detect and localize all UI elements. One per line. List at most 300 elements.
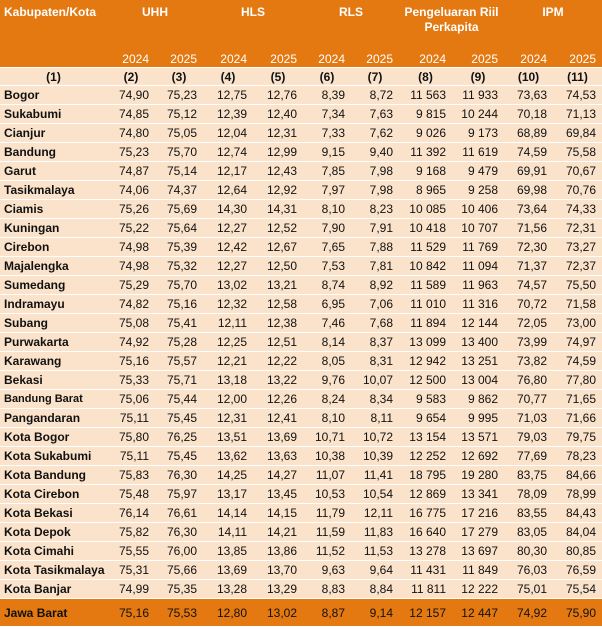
cell-value: 73,27 (553, 238, 602, 257)
cell-value: 12,17 (203, 162, 253, 181)
cell-value: 11 563 (399, 86, 452, 105)
cell-value: 7,33 (303, 124, 351, 143)
cell-value: 76,14 (107, 504, 155, 523)
cell-value: 76,03 (504, 561, 553, 580)
cell-value: 7,85 (303, 162, 351, 181)
region-name: Bogor (0, 86, 107, 105)
cell-value: 12 942 (399, 352, 452, 371)
cell-value: 13 099 (399, 333, 452, 352)
region-name: Majalengka (0, 257, 107, 276)
cell-value: 12 500 (399, 371, 452, 390)
table-body (0, 86, 602, 599)
cell-value: 75,05 (155, 124, 203, 143)
cell-value: 13,70 (253, 561, 303, 580)
cell-value: 7,65 (303, 238, 351, 257)
cell-value: 12,80 (203, 599, 253, 627)
cell-value: 12 447 (452, 599, 504, 627)
region-name: Bekasi (0, 371, 107, 390)
cell-value: 9 168 (399, 162, 452, 181)
cell-value: 12,42 (203, 238, 253, 257)
region-name: Cirebon (0, 238, 107, 257)
header-year: 2025 (452, 50, 504, 68)
cell-value: 8,34 (351, 390, 399, 409)
cell-value: 75,12 (155, 105, 203, 124)
header-year: 2025 (155, 50, 203, 68)
cell-value: 13,21 (253, 276, 303, 295)
region-name: Bandung Barat (0, 390, 107, 409)
table-row (0, 200, 602, 219)
cell-value: 9 995 (452, 409, 504, 428)
cell-value: 9,15 (303, 143, 351, 162)
cell-value: 84,43 (553, 504, 602, 523)
cell-value: 75,57 (155, 352, 203, 371)
header-year: 2024 (303, 50, 351, 68)
cell-value: 7,81 (351, 257, 399, 276)
cell-value: 75,50 (553, 276, 602, 295)
cell-value: 68,89 (504, 124, 553, 143)
cell-value: 13,51 (203, 428, 253, 447)
region-name: Bandung (0, 143, 107, 162)
cell-value: 13,45 (253, 485, 303, 504)
cell-value: 75,26 (107, 200, 155, 219)
region-name: Sumedang (0, 276, 107, 295)
cell-value: 75,16 (155, 295, 203, 314)
cell-value: 75,45 (155, 409, 203, 428)
cell-value: 9 862 (452, 390, 504, 409)
table-row (0, 276, 602, 295)
cell-value: 74,98 (107, 238, 155, 257)
table-row (0, 447, 602, 466)
cell-value: 13,86 (253, 542, 303, 561)
cell-value: 71,58 (553, 295, 602, 314)
cell-value: 74,99 (107, 580, 155, 599)
total-row (0, 599, 602, 627)
cell-value: 9 026 (399, 124, 452, 143)
header-year: 2025 (253, 50, 303, 68)
column-number: (1) (0, 68, 107, 86)
cell-value: 11 529 (399, 238, 452, 257)
cell-value: 75,32 (155, 257, 203, 276)
cell-value: 70,76 (553, 181, 602, 200)
cell-value: 75,08 (107, 314, 155, 333)
header-year: 2024 (203, 50, 253, 68)
cell-value: 74,87 (107, 162, 155, 181)
cell-value: 75,71 (155, 371, 203, 390)
cell-value: 75,16 (107, 352, 155, 371)
cell-value: 10,07 (351, 371, 399, 390)
region-name: Karawang (0, 352, 107, 371)
header-uhh: UHH (107, 0, 203, 50)
table-row (0, 390, 602, 409)
region-name: Purwakarta (0, 333, 107, 352)
cell-value: 12 252 (399, 447, 452, 466)
region-name: Ciamis (0, 200, 107, 219)
cell-value: 83,75 (504, 466, 553, 485)
cell-value: 8,83 (303, 580, 351, 599)
header-year: 2024 (107, 50, 155, 68)
cell-value: 74,37 (155, 181, 203, 200)
cell-value: 71,65 (553, 390, 602, 409)
cell-value: 69,91 (504, 162, 553, 181)
cell-value: 12,38 (253, 314, 303, 333)
cell-value: 9 479 (452, 162, 504, 181)
cell-value: 74,90 (107, 86, 155, 105)
cell-value: 7,62 (351, 124, 399, 143)
cell-value: 12,99 (253, 143, 303, 162)
region-name: Kota Bogor (0, 428, 107, 447)
cell-value: 12,50 (253, 257, 303, 276)
cell-value: 14,14 (203, 504, 253, 523)
cell-value: 74,92 (504, 599, 553, 627)
cell-value: 70,67 (553, 162, 602, 181)
cell-value: 8,31 (351, 352, 399, 371)
cell-value: 13,28 (203, 580, 253, 599)
cell-value: 9 173 (452, 124, 504, 143)
header-year-row (0, 50, 602, 68)
header-year: 2024 (399, 50, 452, 68)
cell-value: 75,22 (107, 219, 155, 238)
cell-value: 72,30 (504, 238, 553, 257)
table-row (0, 504, 602, 523)
header-year: 2025 (553, 50, 602, 68)
table-row (0, 105, 602, 124)
cell-value: 10 085 (399, 200, 452, 219)
cell-value: 10,38 (303, 447, 351, 466)
table-row (0, 352, 602, 371)
table-row (0, 409, 602, 428)
cell-value: 12,22 (253, 352, 303, 371)
cell-value: 77,80 (553, 371, 602, 390)
cell-value: 12,04 (203, 124, 253, 143)
cell-value: 75,82 (107, 523, 155, 542)
cell-value: 75,70 (155, 276, 203, 295)
table-row (0, 561, 602, 580)
cell-value: 74,80 (107, 124, 155, 143)
cell-value: 75,41 (155, 314, 203, 333)
cell-value: 9,14 (351, 599, 399, 627)
region-name: Indramayu (0, 295, 107, 314)
cell-value: 7,91 (351, 219, 399, 238)
region-name: Jawa Barat (0, 599, 107, 627)
cell-value: 10,71 (303, 428, 351, 447)
cell-value: 16 775 (399, 504, 452, 523)
cell-value: 73,82 (504, 352, 553, 371)
cell-value: 78,09 (504, 485, 553, 504)
table-row (0, 542, 602, 561)
cell-value: 77,69 (504, 447, 553, 466)
cell-value: 72,31 (553, 219, 602, 238)
cell-value: 7,98 (351, 181, 399, 200)
cell-value: 7,46 (303, 314, 351, 333)
cell-value: 8,72 (351, 86, 399, 105)
cell-value: 8,10 (303, 409, 351, 428)
cell-value: 8,92 (351, 276, 399, 295)
cell-value: 74,59 (553, 352, 602, 371)
cell-value: 76,30 (155, 523, 203, 542)
cell-value: 12,43 (253, 162, 303, 181)
cell-value: 11,79 (303, 504, 351, 523)
cell-value: 10 244 (452, 105, 504, 124)
cell-value: 14,15 (253, 504, 303, 523)
cell-value: 69,84 (553, 124, 602, 143)
cell-value: 75,48 (107, 485, 155, 504)
cell-value: 73,00 (553, 314, 602, 333)
cell-value: 17 279 (452, 523, 504, 542)
cell-value: 75,33 (107, 371, 155, 390)
cell-value: 12,11 (351, 504, 399, 523)
cell-value: 8,11 (351, 409, 399, 428)
table-row (0, 162, 602, 181)
cell-value: 12,11 (203, 314, 253, 333)
cell-value: 11 894 (399, 314, 452, 333)
cell-value: 13,69 (253, 428, 303, 447)
column-number: (2) (107, 68, 155, 86)
cell-value: 14,25 (203, 466, 253, 485)
table-row (0, 523, 602, 542)
cell-value: 75,54 (553, 580, 602, 599)
cell-value: 10 418 (399, 219, 452, 238)
cell-value: 12,40 (253, 105, 303, 124)
cell-value: 73,64 (504, 200, 553, 219)
cell-value: 12 157 (399, 599, 452, 627)
cell-value: 10,39 (351, 447, 399, 466)
cell-value: 75,69 (155, 200, 203, 219)
cell-value: 11 316 (452, 295, 504, 314)
cell-value: 76,25 (155, 428, 203, 447)
cell-value: 16 640 (399, 523, 452, 542)
cell-value: 11 769 (452, 238, 504, 257)
cell-value: 6,95 (303, 295, 351, 314)
cell-value: 13,02 (253, 599, 303, 627)
column-number: (3) (155, 68, 203, 86)
cell-value: 11 431 (399, 561, 452, 580)
cell-value: 12,52 (253, 219, 303, 238)
cell-value: 7,90 (303, 219, 351, 238)
cell-value: 12,67 (253, 238, 303, 257)
region-name: Kuningan (0, 219, 107, 238)
cell-value: 78,99 (553, 485, 602, 504)
cell-value: 11 392 (399, 143, 452, 162)
cell-value: 14,21 (253, 523, 303, 542)
header-hls: HLS (203, 0, 303, 50)
cell-value: 8,05 (303, 352, 351, 371)
cell-value: 75,58 (553, 143, 602, 162)
cell-value: 11,52 (303, 542, 351, 561)
column-number: (5) (253, 68, 303, 86)
column-number: (4) (203, 68, 253, 86)
cell-value: 11 094 (452, 257, 504, 276)
region-name: Kota Tasikmalaya (0, 561, 107, 580)
cell-value: 19 280 (452, 466, 504, 485)
header-year: 2025 (351, 50, 399, 68)
cell-value: 13,62 (203, 447, 253, 466)
cell-value: 9 583 (399, 390, 452, 409)
cell-value: 13 154 (399, 428, 452, 447)
cell-value: 12 692 (452, 447, 504, 466)
cell-value: 80,85 (553, 542, 602, 561)
cell-value: 12,76 (253, 86, 303, 105)
cell-value: 11,83 (351, 523, 399, 542)
cell-value: 12 144 (452, 314, 504, 333)
cell-value: 11 619 (452, 143, 504, 162)
cell-value: 70,77 (504, 390, 553, 409)
cell-value: 10,54 (351, 485, 399, 504)
cell-value: 11 963 (452, 276, 504, 295)
cell-value: 11 811 (399, 580, 452, 599)
cell-value: 75,66 (155, 561, 203, 580)
cell-value: 74,97 (553, 333, 602, 352)
cell-value: 7,98 (351, 162, 399, 181)
region-name: Kota Bekasi (0, 504, 107, 523)
cell-value: 75,55 (107, 542, 155, 561)
table-row (0, 124, 602, 143)
cell-value: 13 278 (399, 542, 452, 561)
cell-value: 8,10 (303, 200, 351, 219)
cell-value: 76,61 (155, 504, 203, 523)
cell-value: 13,18 (203, 371, 253, 390)
cell-value: 84,66 (553, 466, 602, 485)
header-year-blank (0, 50, 107, 68)
region-name: Kota Bandung (0, 466, 107, 485)
region-name: Sukabumi (0, 105, 107, 124)
cell-value: 71,13 (553, 105, 602, 124)
cell-value: 13,22 (253, 371, 303, 390)
column-number: (8) (399, 68, 452, 86)
cell-value: 75,29 (107, 276, 155, 295)
cell-value: 75,97 (155, 485, 203, 504)
cell-value: 75,06 (107, 390, 155, 409)
cell-value: 76,30 (155, 466, 203, 485)
cell-value: 12,27 (203, 219, 253, 238)
cell-value: 75,16 (107, 599, 155, 627)
column-number: (10) (504, 68, 553, 86)
cell-value: 11 849 (452, 561, 504, 580)
table-row (0, 428, 602, 447)
table-row (0, 485, 602, 504)
cell-value: 75,11 (107, 447, 155, 466)
cell-value: 71,66 (553, 409, 602, 428)
region-name: Cianjur (0, 124, 107, 143)
cell-value: 13,69 (203, 561, 253, 580)
cell-value: 7,53 (303, 257, 351, 276)
header-pengeluaran: Pengeluaran Riil Perkapita (399, 0, 504, 50)
cell-value: 12,21 (203, 352, 253, 371)
cell-value: 74,85 (107, 105, 155, 124)
header-rls: RLS (303, 0, 399, 50)
cell-value: 71,03 (504, 409, 553, 428)
cell-value: 9 654 (399, 409, 452, 428)
cell-value: 10 707 (452, 219, 504, 238)
column-number: (9) (452, 68, 504, 86)
cell-value: 83,05 (504, 523, 553, 542)
cell-value: 83,55 (504, 504, 553, 523)
cell-value: 70,18 (504, 105, 553, 124)
cell-value: 13,17 (203, 485, 253, 504)
cell-value: 12,74 (203, 143, 253, 162)
cell-value: 12,39 (203, 105, 253, 124)
cell-value: 12,00 (203, 390, 253, 409)
cell-value: 73,63 (504, 86, 553, 105)
column-number-row (0, 68, 602, 86)
cell-value: 74,53 (553, 86, 602, 105)
cell-value: 13 400 (452, 333, 504, 352)
cell-value: 11,53 (351, 542, 399, 561)
cell-value: 80,30 (504, 542, 553, 561)
column-number: (11) (553, 68, 602, 86)
region-name: Garut (0, 162, 107, 181)
cell-value: 9,40 (351, 143, 399, 162)
cell-value: 10 842 (399, 257, 452, 276)
cell-value: 75,11 (107, 409, 155, 428)
cell-value: 8,24 (303, 390, 351, 409)
cell-value: 75,31 (107, 561, 155, 580)
table-row (0, 295, 602, 314)
cell-value: 84,04 (553, 523, 602, 542)
cell-value: 9 815 (399, 105, 452, 124)
cell-value: 75,90 (553, 599, 602, 627)
cell-value: 12,25 (203, 333, 253, 352)
cell-value: 8,84 (351, 580, 399, 599)
header-kabupaten-kota: Kabupaten/Kota (0, 0, 107, 50)
table-row (0, 219, 602, 238)
cell-value: 74,59 (504, 143, 553, 162)
cell-value: 8,14 (303, 333, 351, 352)
column-number: (7) (351, 68, 399, 86)
table-row (0, 238, 602, 257)
region-name: Kota Banjar (0, 580, 107, 599)
cell-value: 14,30 (203, 200, 253, 219)
table-row (0, 371, 602, 390)
table-row (0, 314, 602, 333)
cell-value: 71,37 (504, 257, 553, 276)
cell-value: 75,14 (155, 162, 203, 181)
cell-value: 76,59 (553, 561, 602, 580)
cell-value: 75,83 (107, 466, 155, 485)
region-name: Kota Cirebon (0, 485, 107, 504)
cell-value: 13 251 (452, 352, 504, 371)
cell-value: 10,53 (303, 485, 351, 504)
header-ipm: IPM (504, 0, 602, 50)
cell-value: 18 795 (399, 466, 452, 485)
cell-value: 79,75 (553, 428, 602, 447)
cell-value: 7,34 (303, 105, 351, 124)
cell-value: 14,27 (253, 466, 303, 485)
cell-value: 13,02 (203, 276, 253, 295)
cell-value: 69,98 (504, 181, 553, 200)
cell-value: 10 406 (452, 200, 504, 219)
cell-value: 75,28 (155, 333, 203, 352)
cell-value: 7,97 (303, 181, 351, 200)
cell-value: 75,45 (155, 447, 203, 466)
cell-value: 74,82 (107, 295, 155, 314)
cell-value: 75,80 (107, 428, 155, 447)
region-name: Pangandaran (0, 409, 107, 428)
cell-value: 13 004 (452, 371, 504, 390)
cell-value: 79,03 (504, 428, 553, 447)
cell-value: 74,33 (553, 200, 602, 219)
region-name: Kota Cimahi (0, 542, 107, 561)
cell-value: 75,70 (155, 143, 203, 162)
column-number: (6) (303, 68, 351, 86)
cell-value: 11 589 (399, 276, 452, 295)
cell-value: 8,87 (303, 599, 351, 627)
table-row (0, 86, 602, 105)
table-row (0, 466, 602, 485)
cell-value: 11,59 (303, 523, 351, 542)
cell-value: 73,99 (504, 333, 553, 352)
cell-value: 12,26 (253, 390, 303, 409)
cell-value: 75,01 (504, 580, 553, 599)
